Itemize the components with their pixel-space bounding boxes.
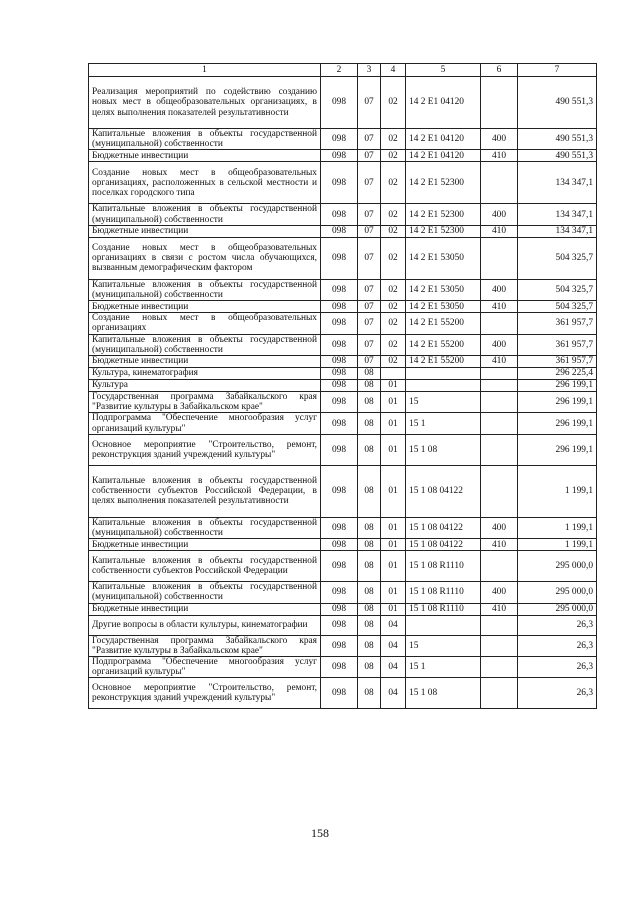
row-pr-cell: 04 <box>381 615 406 635</box>
table-row <box>89 237 597 279</box>
table-row <box>89 539 597 551</box>
table-row <box>89 129 597 150</box>
row-gr-cell: 098 <box>321 237 358 279</box>
row-sum-cell: 490 551,3 <box>518 150 597 162</box>
row-rz-cell: 07 <box>358 129 381 150</box>
row-sum-cell: 295 000,0 <box>518 603 597 615</box>
row-rz-cell: 08 <box>358 392 381 413</box>
row-pr-cell: 04 <box>381 657 406 678</box>
row-rz-cell: 08 <box>358 657 381 678</box>
row-name-cell: Другие вопросы в области культуры, кинематографии <box>89 615 321 635</box>
row-vr-cell: 400 <box>481 129 518 150</box>
row-vr-cell <box>481 678 518 709</box>
row-gr-cell: 098 <box>321 301 358 313</box>
row-name-cell: Культура, кинематография <box>89 368 321 380</box>
table-row <box>89 517 597 538</box>
table-row <box>89 356 597 368</box>
row-pr-cell: 02 <box>381 356 406 368</box>
row-gr-cell: 098 <box>321 551 358 582</box>
row-csr-cell: 14 2 E1 52300 <box>406 204 481 225</box>
row-sum-cell: 295 000,0 <box>518 582 597 603</box>
table-row <box>89 368 597 380</box>
row-vr-cell <box>481 368 518 380</box>
row-rz-cell: 07 <box>358 301 381 313</box>
row-rz-cell: 07 <box>358 237 381 279</box>
row-name-cell: Капитальные вложения в объекты государственной (муниципальной) собственности <box>89 582 321 603</box>
row-vr-cell: 410 <box>481 603 518 615</box>
row-rz-cell: 08 <box>358 615 381 635</box>
row-name-cell: Капитальные вложения в объекты государственной (муниципальной) собственности <box>89 129 321 150</box>
row-name-cell: Подпрограмма "Обеспечение многообразия услуг организаций культуры" <box>89 657 321 678</box>
row-pr-cell: 01 <box>381 465 406 517</box>
row-vr-cell: 400 <box>481 204 518 225</box>
table-row <box>89 582 597 603</box>
header-cell-pr: 4 <box>381 64 406 77</box>
row-gr-cell: 098 <box>321 380 358 392</box>
row-pr-cell: 01 <box>381 551 406 582</box>
row-pr-cell: 01 <box>381 434 406 465</box>
budget-table <box>88 63 597 709</box>
row-name-cell: Основное мероприятие "Строительство, ремонт, реконструкция зданий учреждений культуры" <box>89 678 321 709</box>
row-csr-cell: 14 2 E1 04120 <box>406 77 481 129</box>
row-gr-cell: 098 <box>321 539 358 551</box>
row-pr-cell: 02 <box>381 313 406 334</box>
row-sum-cell: 26,3 <box>518 615 597 635</box>
row-csr-cell: 15 <box>406 635 481 656</box>
row-name-cell: Капитальные вложения в объекты государственной (муниципальной) собственности <box>89 204 321 225</box>
row-name-cell: Государственная программа Забайкальского края "Развитие культуры в Забайкальском крае" <box>89 635 321 656</box>
row-rz-cell: 07 <box>358 204 381 225</box>
row-pr-cell: 02 <box>381 150 406 162</box>
row-pr-cell: 04 <box>381 635 406 656</box>
table-row <box>89 413 597 434</box>
row-name-cell: Подпрограмма "Обеспечение многообразия услуг организаций культуры" <box>89 413 321 434</box>
table-row <box>89 615 597 635</box>
row-sum-cell: 295 000,0 <box>518 551 597 582</box>
row-sum-cell: 296 199,1 <box>518 392 597 413</box>
row-rz-cell: 08 <box>358 551 381 582</box>
row-pr-cell: 02 <box>381 77 406 129</box>
row-name-cell: Капитальные вложения в объекты государственной собственности субъектов Российской Федерации <box>89 551 321 582</box>
table-body <box>89 77 597 709</box>
row-rz-cell: 07 <box>358 279 381 300</box>
row-rz-cell: 08 <box>358 368 381 380</box>
row-pr-cell: 01 <box>381 539 406 551</box>
row-vr-cell <box>481 77 518 129</box>
row-sum-cell: 1 199,1 <box>518 517 597 538</box>
row-rz-cell: 08 <box>358 678 381 709</box>
row-gr-cell: 098 <box>321 129 358 150</box>
row-rz-cell: 08 <box>358 434 381 465</box>
row-name-cell: Капитальные вложения в объекты государственной (муниципальной) собственности <box>89 334 321 355</box>
table-row <box>89 551 597 582</box>
row-rz-cell: 07 <box>358 162 381 204</box>
row-pr-cell: 01 <box>381 582 406 603</box>
row-gr-cell: 098 <box>321 150 358 162</box>
header-cell-name: 1 <box>89 64 321 77</box>
row-pr-cell <box>381 368 406 380</box>
row-pr-cell: 02 <box>381 204 406 225</box>
table-row <box>89 434 597 465</box>
row-sum-cell: 504 325,7 <box>518 279 597 300</box>
row-sum-cell: 26,3 <box>518 635 597 656</box>
row-name-cell: Культура <box>89 380 321 392</box>
row-sum-cell: 26,3 <box>518 657 597 678</box>
row-gr-cell: 098 <box>321 162 358 204</box>
table-row <box>89 301 597 313</box>
row-csr-cell: 14 2 E1 04120 <box>406 129 481 150</box>
row-csr-cell: 15 1 08 R1110 <box>406 551 481 582</box>
row-csr-cell: 15 1 <box>406 413 481 434</box>
row-gr-cell: 098 <box>321 517 358 538</box>
header-cell-csr: 5 <box>406 64 481 77</box>
row-pr-cell: 02 <box>381 334 406 355</box>
row-sum-cell: 1 199,1 <box>518 539 597 551</box>
row-gr-cell: 098 <box>321 434 358 465</box>
row-sum-cell: 134 347,1 <box>518 204 597 225</box>
row-vr-cell: 410 <box>481 539 518 551</box>
row-pr-cell: 02 <box>381 279 406 300</box>
row-name-cell: Капитальные вложения в объекты государственной (муниципальной) собственности <box>89 279 321 300</box>
row-csr-cell: 14 2 E1 53050 <box>406 237 481 279</box>
row-gr-cell: 098 <box>321 313 358 334</box>
row-vr-cell <box>481 615 518 635</box>
row-name-cell: Государственная программа Забайкальского края "Развитие культуры в Забайкальском крае" <box>89 392 321 413</box>
row-gr-cell: 098 <box>321 356 358 368</box>
row-pr-cell: 01 <box>381 380 406 392</box>
table-row <box>89 77 597 129</box>
row-vr-cell: 400 <box>481 334 518 355</box>
row-rz-cell: 08 <box>358 635 381 656</box>
row-vr-cell <box>481 657 518 678</box>
row-name-cell: Реализация мероприятий по содействию созданию новых мест в общеобразовательных организациях, в целях выполнения показателей результативности <box>89 77 321 129</box>
row-name-cell: Создание новых мест в общеобразовательных организациях <box>89 313 321 334</box>
row-gr-cell: 098 <box>321 657 358 678</box>
table-row <box>89 465 597 517</box>
row-vr-cell <box>481 434 518 465</box>
row-csr-cell: 14 2 E1 53050 <box>406 301 481 313</box>
row-gr-cell: 098 <box>321 603 358 615</box>
row-gr-cell: 098 <box>321 225 358 237</box>
row-csr-cell <box>406 380 481 392</box>
row-gr-cell: 098 <box>321 678 358 709</box>
row-rz-cell: 07 <box>358 77 381 129</box>
row-csr-cell: 14 2 E1 55200 <box>406 334 481 355</box>
row-vr-cell <box>481 313 518 334</box>
row-sum-cell: 504 325,7 <box>518 301 597 313</box>
row-vr-cell <box>481 635 518 656</box>
row-sum-cell: 134 347,1 <box>518 225 597 237</box>
row-gr-cell: 098 <box>321 279 358 300</box>
row-csr-cell: 14 2 E1 55200 <box>406 356 481 368</box>
row-csr-cell: 15 1 <box>406 657 481 678</box>
row-rz-cell: 07 <box>358 334 381 355</box>
row-sum-cell: 1 199,1 <box>518 465 597 517</box>
row-csr-cell: 15 1 08 R1110 <box>406 582 481 603</box>
row-pr-cell: 02 <box>381 301 406 313</box>
row-name-cell: Бюджетные инвестиции <box>89 301 321 313</box>
row-gr-cell: 098 <box>321 465 358 517</box>
row-gr-cell: 098 <box>321 368 358 380</box>
row-vr-cell: 410 <box>481 301 518 313</box>
table-row <box>89 635 597 656</box>
row-rz-cell: 07 <box>358 225 381 237</box>
row-pr-cell: 02 <box>381 129 406 150</box>
row-rz-cell: 08 <box>358 380 381 392</box>
row-sum-cell: 361 957,7 <box>518 356 597 368</box>
row-gr-cell: 098 <box>321 392 358 413</box>
header-row <box>89 64 597 77</box>
header-cell-gr: 2 <box>321 64 358 77</box>
table-row <box>89 334 597 355</box>
row-vr-cell: 410 <box>481 150 518 162</box>
row-name-cell: Создание новых мест в общеобразовательных организациях в связи с ростом числа обучающихся, вызванным демографическим фактором <box>89 237 321 279</box>
row-pr-cell: 01 <box>381 603 406 615</box>
row-sum-cell: 504 325,7 <box>518 237 597 279</box>
row-csr-cell: 15 1 08 <box>406 434 481 465</box>
table-row <box>89 603 597 615</box>
row-vr-cell <box>481 465 518 517</box>
table-row <box>89 225 597 237</box>
page-number: 158 <box>311 826 329 840</box>
table-row <box>89 657 597 678</box>
row-name-cell: Бюджетные инвестиции <box>89 150 321 162</box>
row-pr-cell: 02 <box>381 162 406 204</box>
header-cell-sum: 7 <box>518 64 597 77</box>
row-name-cell: Бюджетные инвестиции <box>89 603 321 615</box>
table-row <box>89 204 597 225</box>
row-csr-cell <box>406 615 481 635</box>
row-vr-cell: 400 <box>481 582 518 603</box>
row-rz-cell: 08 <box>358 413 381 434</box>
row-pr-cell: 01 <box>381 517 406 538</box>
row-pr-cell: 02 <box>381 225 406 237</box>
row-name-cell: Бюджетные инвестиции <box>89 539 321 551</box>
row-sum-cell: 26,3 <box>518 678 597 709</box>
row-name-cell: Капитальные вложения в объекты государственной собственности субъектов Российской Федерации, в целях выполнения показателей результативности <box>89 465 321 517</box>
row-vr-cell: 410 <box>481 356 518 368</box>
row-gr-cell: 098 <box>321 204 358 225</box>
row-csr-cell: 14 2 E1 04120 <box>406 150 481 162</box>
row-gr-cell: 098 <box>321 77 358 129</box>
row-vr-cell <box>481 380 518 392</box>
row-sum-cell: 490 551,3 <box>518 77 597 129</box>
row-gr-cell: 098 <box>321 334 358 355</box>
table-row <box>89 313 597 334</box>
row-name-cell: Бюджетные инвестиции <box>89 356 321 368</box>
row-vr-cell: 410 <box>481 225 518 237</box>
row-rz-cell: 08 <box>358 582 381 603</box>
row-rz-cell: 07 <box>358 313 381 334</box>
header-cell-rz: 3 <box>358 64 381 77</box>
row-csr-cell: 15 1 08 04122 <box>406 539 481 551</box>
row-gr-cell: 098 <box>321 413 358 434</box>
row-vr-cell <box>481 392 518 413</box>
row-csr-cell: 14 2 E1 53050 <box>406 279 481 300</box>
table-row <box>89 162 597 204</box>
row-gr-cell: 098 <box>321 635 358 656</box>
row-vr-cell <box>481 237 518 279</box>
row-sum-cell: 296 199,1 <box>518 413 597 434</box>
row-vr-cell: 400 <box>481 279 518 300</box>
header-cell-vr: 6 <box>481 64 518 77</box>
row-csr-cell: 14 2 E1 52300 <box>406 162 481 204</box>
row-csr-cell: 15 1 08 04122 <box>406 465 481 517</box>
row-rz-cell: 07 <box>358 150 381 162</box>
row-vr-cell: 400 <box>481 517 518 538</box>
row-sum-cell: 296 199,1 <box>518 380 597 392</box>
table-row <box>89 150 597 162</box>
row-sum-cell: 361 957,7 <box>518 334 597 355</box>
table-row <box>89 392 597 413</box>
row-vr-cell <box>481 413 518 434</box>
row-rz-cell: 07 <box>358 356 381 368</box>
row-vr-cell <box>481 162 518 204</box>
row-pr-cell: 01 <box>381 413 406 434</box>
row-csr-cell: 15 1 08 04122 <box>406 517 481 538</box>
row-pr-cell: 02 <box>381 237 406 279</box>
row-csr-cell: 14 2 E1 52300 <box>406 225 481 237</box>
table-row <box>89 279 597 300</box>
row-csr-cell: 14 2 E1 55200 <box>406 313 481 334</box>
table-row <box>89 678 597 709</box>
table-row <box>89 380 597 392</box>
row-csr-cell: 15 1 08 R1110 <box>406 603 481 615</box>
row-sum-cell: 296 225,4 <box>518 368 597 380</box>
row-rz-cell: 08 <box>358 517 381 538</box>
row-rz-cell: 08 <box>358 465 381 517</box>
row-vr-cell <box>481 551 518 582</box>
row-pr-cell: 01 <box>381 392 406 413</box>
row-gr-cell: 098 <box>321 615 358 635</box>
row-sum-cell: 134 347,1 <box>518 162 597 204</box>
row-csr-cell: 15 <box>406 392 481 413</box>
row-csr-cell: 15 1 08 <box>406 678 481 709</box>
row-name-cell: Капитальные вложения в объекты государственной (муниципальной) собственности <box>89 517 321 538</box>
row-rz-cell: 08 <box>358 539 381 551</box>
row-rz-cell: 08 <box>358 603 381 615</box>
row-pr-cell: 04 <box>381 678 406 709</box>
row-sum-cell: 490 551,3 <box>518 129 597 150</box>
row-sum-cell: 361 957,7 <box>518 313 597 334</box>
row-name-cell: Бюджетные инвестиции <box>89 225 321 237</box>
row-name-cell: Создание новых мест в общеобразовательных организациях, расположенных в сельской местности и поселках городского типа <box>89 162 321 204</box>
row-csr-cell <box>406 368 481 380</box>
row-name-cell: Основное мероприятие "Строительство, ремонт, реконструкция зданий учреждений культуры" <box>89 434 321 465</box>
row-gr-cell: 098 <box>321 582 358 603</box>
row-sum-cell: 296 199,1 <box>518 434 597 465</box>
